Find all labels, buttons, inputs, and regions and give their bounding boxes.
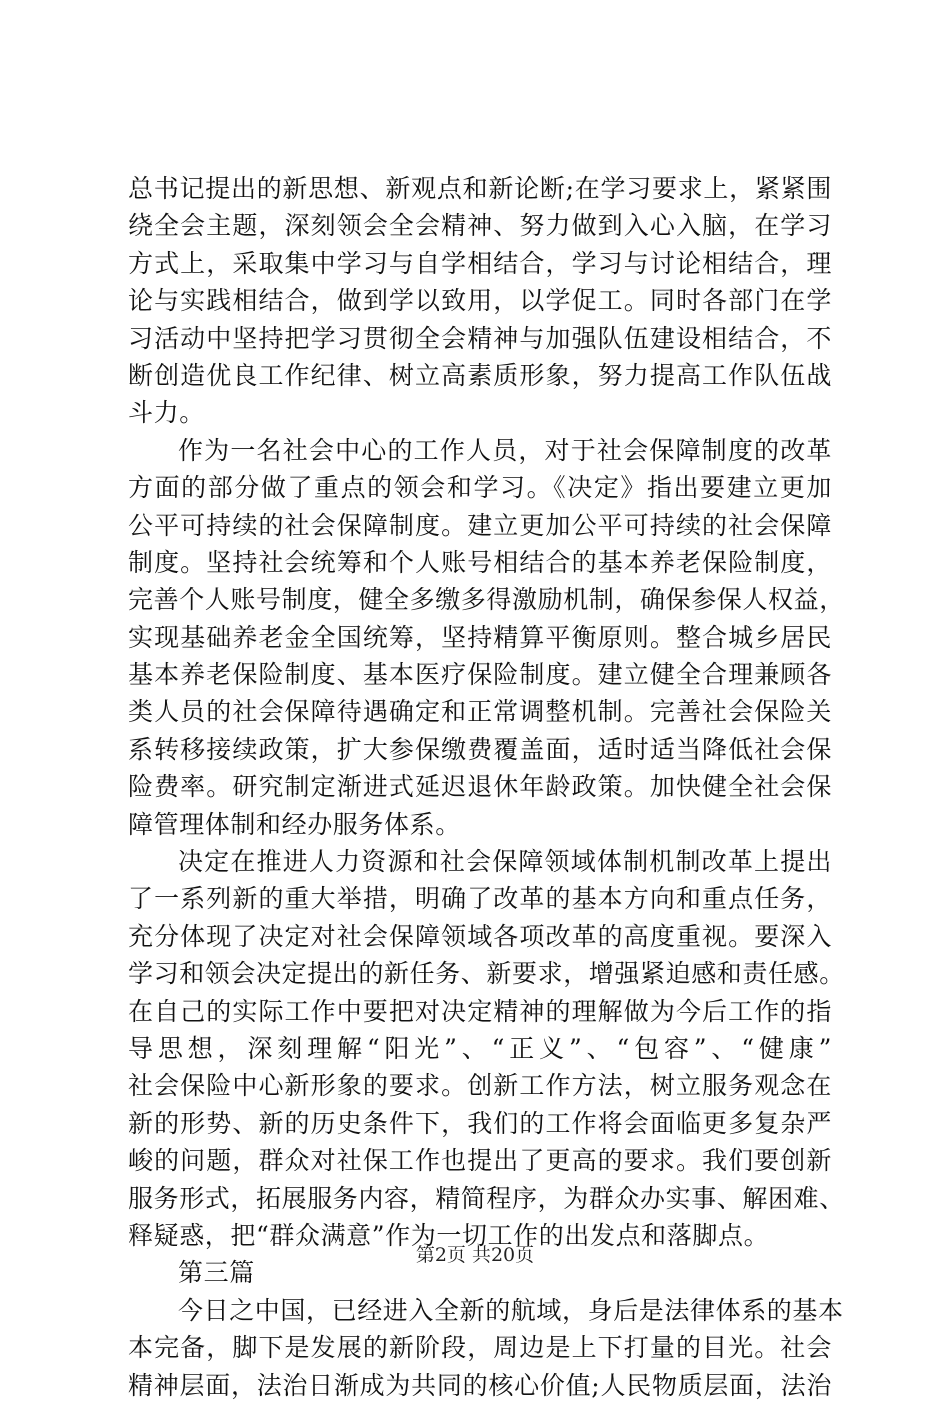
text-line: 社会保险中心新形象的要求。创新工作方法，树立服务观念在 xyxy=(128,1071,832,1101)
text-line: 斗力。 xyxy=(128,398,205,428)
text-line: 学习和领会决定提出的新任务、新要求，增强紧迫感和责任感。 xyxy=(128,959,845,989)
paragraph-start-line: 决定在推进人力资源和社会保障领域体制机制改革上提出 xyxy=(178,847,832,877)
text-line: 论与实践相结合，做到学以致用，以学促工。同时各部门在学 xyxy=(128,286,832,316)
text-line: 导思想，深刻理解“阳光”、“正义”、“包容”、“健康” xyxy=(128,1033,832,1063)
paragraph-start-line: 作为一名社会中心的工作人员，对于社会保障制度的改革 xyxy=(178,435,832,465)
text-line: 公平可持续的社会保障制度。建立更加公平可持续的社会保障 xyxy=(128,510,832,540)
text-line: 习活动中坚持把学习贯彻全会精神与加强队伍建设相结合，不 xyxy=(128,323,832,353)
text-line: 实现基础养老金全国统筹，坚持精算平衡原则。整合城乡居民 xyxy=(128,622,832,652)
text-line: 类人员的社会保障待遇确定和正常调整机制。完善社会保险关 xyxy=(128,697,832,727)
text-line: 方面的部分做了重点的领会和学习。《决定》指出要建立更加 xyxy=(128,473,832,503)
text-line: 本完备，脚下是发展的新阶段，周边是上下打量的目光。社会 xyxy=(128,1333,832,1363)
section-heading: 第三篇 xyxy=(178,1258,255,1288)
text-line: 总书记提出的新思想、新观点和新论断;在学习要求上，紧紧围 xyxy=(128,174,832,203)
text-line: 方式上，采取集中学习与自学相结合，学习与讨论相结合，理 xyxy=(128,248,832,278)
text-line: 了一系列新的重大举措，明确了改革的基本方向和重点任务， xyxy=(128,884,832,914)
text-line: 在自己的实际工作中要把对决定精神的理解做为今后工作的指 xyxy=(128,996,832,1026)
text-line: 峻的问题，群众对社保工作也提出了更高的要求。我们要创新 xyxy=(128,1146,832,1176)
text-line: 制度。坚持社会统筹和个人账号相结合的基本养老保险制度， xyxy=(128,547,832,577)
document-body xyxy=(128,170,845,1404)
text-line: 障管理体制和经办服务体系。 xyxy=(128,809,461,839)
text-line: 断创造优良工作纪律、树立高素质形象，努力提高工作队伍战 xyxy=(128,360,832,390)
page-number-footer: 第2页 共20页 xyxy=(415,1244,535,1266)
text-line: 系转移接续政策，扩大参保缴费覆盖面，适时适当降低社会保 xyxy=(128,734,832,764)
text-line: 险费率。研究制定渐进式延迟退休年龄政策。加快健全社会保 xyxy=(128,772,832,802)
text-line: 基本养老保险制度、基本医疗保险制度。建立健全合理兼顾各 xyxy=(128,660,832,690)
text-line: 新的形势、新的历史条件下，我们的工作将会面临更多复杂严 xyxy=(128,1108,832,1138)
text-line: 服务形式，拓展服务内容，精简程序，为群众办实事、解困难、 xyxy=(128,1183,845,1213)
paragraph-start-line: 今日之中国，已经进入全新的航域，身后是法律体系的基本 xyxy=(178,1295,844,1325)
text-line: 充分体现了决定对社会保障领域各项改革的高度重视。要深入 xyxy=(128,921,832,951)
text-line: 精神层面，法治日渐成为共同的核心价值;人民物质层面，法治 xyxy=(128,1370,832,1400)
text-line: 释疑惑，把“群众满意”作为一切工作的出发点和落脚点。 xyxy=(128,1220,770,1250)
text-line: 绕全会主题，深刻领会全会精神、努力做到入心入脑，在学习 xyxy=(128,211,832,241)
text-line: 完善个人账号制度，健全多缴多得激励机制，确保参保人权益， xyxy=(128,585,845,615)
